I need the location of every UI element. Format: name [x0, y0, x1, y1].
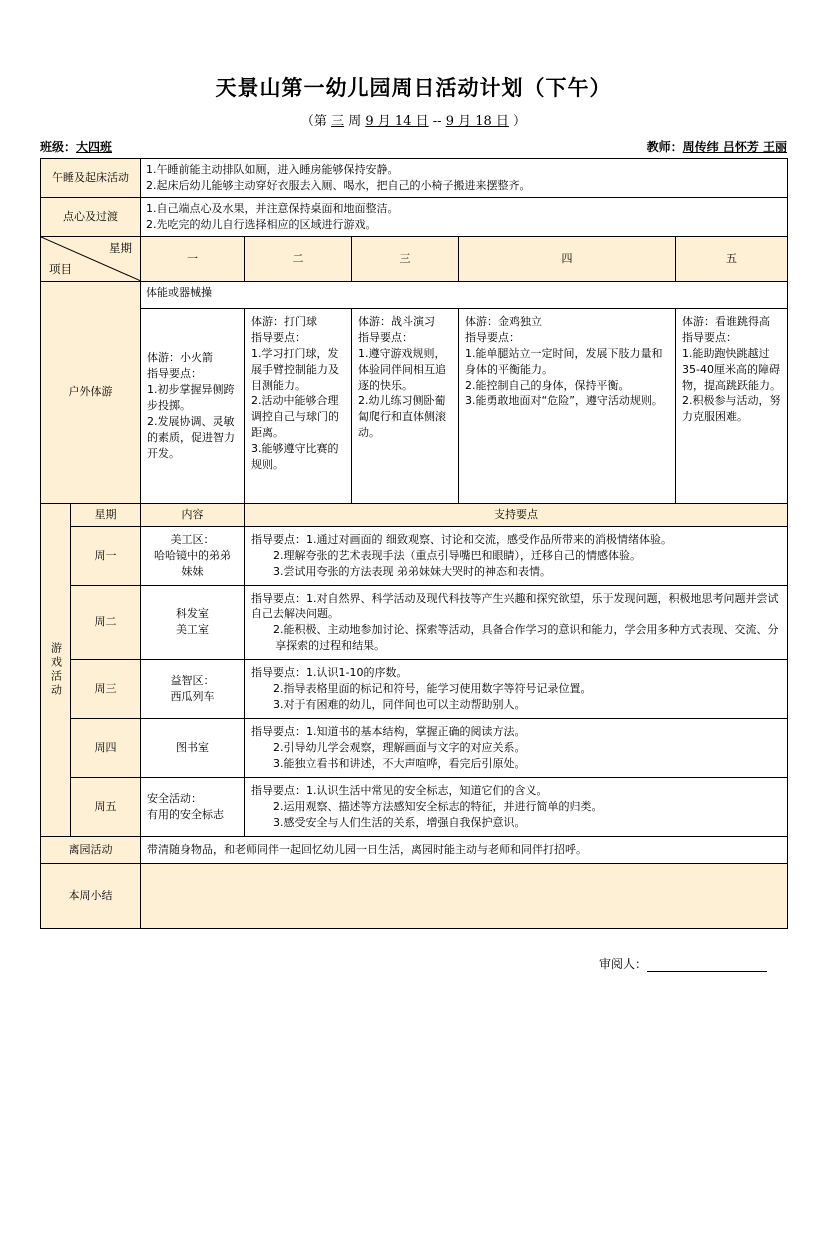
outdoor-point-3-2: 2.幼儿练习侧卧葡匐爬行和直体侧滚动。: [358, 394, 446, 440]
game-support-3: [245, 660, 788, 719]
outdoor-top-text: 体能或器械操: [141, 281, 788, 308]
plan-table: [40, 158, 788, 929]
game-support-4-point-3: 3.能独立看书和讲述，不大声喧哗，看完后引原处。: [273, 756, 526, 770]
week-prefix: （第: [300, 114, 327, 129]
class-field: [40, 138, 112, 155]
snack-item-1: 1.自己端点心及水果，并注意保持桌面和地面整洁。: [146, 201, 399, 215]
class-value: 大四班: [76, 140, 113, 154]
table-row-game-header: [41, 503, 788, 526]
table-row-game-tue: [41, 585, 788, 660]
week-range-line: [0, 110, 827, 129]
exit-label: 离园活动: [41, 836, 141, 863]
game-day-5: 周五: [71, 777, 141, 836]
diag-item-label: 项目: [49, 262, 72, 277]
meta-row: [40, 138, 787, 155]
game-support-3-point-1: 1.认识1-10的序数。: [306, 666, 408, 680]
outdoor-cell-3: [352, 308, 459, 503]
outdoor-cell-4: [459, 308, 676, 503]
outdoor-point-2-2: 2.活动中能够合理调控自己与球门的距离。: [251, 394, 339, 440]
game-support-2-point-2: 2.能积极、主动地参加讨论、探索等活动，具备合作学习的意识和能力，学会用多种方式表现、交流、分享探索的过程和结果。: [273, 623, 779, 653]
weekday-header-5: 五: [676, 236, 788, 281]
outdoor-title-4: 体游：金鸡独立: [465, 314, 542, 328]
game-content-4: [141, 719, 245, 778]
diagonal-header-cell: [41, 236, 141, 281]
table-row-outdoor-games: [41, 308, 788, 503]
weekday-header-1: 一: [141, 236, 245, 281]
game-day-1: 周一: [71, 526, 141, 585]
game-section-label-wrap: [46, 642, 65, 698]
game-support-4: [245, 719, 788, 778]
date-to: 9 月 18 日: [445, 114, 509, 129]
outdoor-label: 户外体游: [41, 281, 141, 503]
class-label: 班级：: [40, 140, 77, 154]
teacher-value: 周传纬 吕怀芳 王丽: [682, 140, 787, 154]
outdoor-point-4-2: 2.能控制自己的身体，保持平衡。: [465, 378, 630, 392]
review-label: 审阅人：: [598, 956, 647, 971]
table-row-game-thu: [41, 719, 788, 778]
game-support-4-point-2: 2.引导幼儿学会观察，理解画面与文字的对应关系。: [273, 741, 526, 754]
game-support-2-guide-text: 指导要点：: [251, 591, 306, 605]
game-day-4: 周四: [71, 719, 141, 778]
game-content-4-line-1: 图书室: [176, 741, 209, 754]
outdoor-title-2: 体游：打门球: [251, 314, 317, 328]
review-signature-line: [647, 957, 767, 972]
table-row-game-fri: [41, 777, 788, 836]
outdoor-point-5-2: 2.积极参与活动，努力克服困难。: [682, 394, 781, 424]
game-content-1-line-3: 妹妹: [181, 564, 204, 578]
table-row-outdoor-top: [41, 281, 788, 308]
game-content-2: [141, 585, 245, 660]
outdoor-guide-4: 指导要点：: [465, 330, 520, 344]
game-content-5: [141, 777, 245, 836]
game-support-5-guide-text: 指导要点：: [251, 783, 306, 797]
review-signature: [0, 955, 767, 972]
outdoor-title-5: 体游：看谁跳得高: [682, 314, 770, 328]
game-support-5-point-3: 3.感受安全与人们生活的关系，增强自我保护意识。: [273, 815, 526, 829]
game-content-5-line-1: 安全活动：: [147, 791, 202, 805]
game-support-1: [245, 526, 788, 585]
exit-content: 带清随身物品，和老师同伴一起回忆幼儿园一日生活，离园时能主动与老师和同伴打招呼。: [141, 836, 788, 863]
game-support-2-guide: [251, 591, 781, 623]
outdoor-point-4-3: 3.能勇敢地面对“危险”，遵守活动规则。: [465, 394, 663, 408]
document-page: [0, 72, 827, 1242]
game-support-3-point-2: 2.指导表格里面的标记和符号，能学习使用数字等符号记录位置。: [273, 682, 592, 696]
weekday-header-4: 四: [459, 236, 676, 281]
game-support-4-point-1: 1.知道书的基本结构，掌握正确的阅读方法。: [306, 725, 526, 739]
teacher-field: [647, 138, 787, 155]
nap-item-2: 2.起床后幼儿能够主动穿好衣服去入厕、喝水，把自己的小椅子搬进来摆整齐。: [146, 178, 531, 192]
outdoor-point-1-2: 2.发展协调、灵敏的素质，促进智力开发。: [147, 414, 235, 460]
game-support-3-guide: [251, 665, 781, 681]
outdoor-point-5-1: 1.能助跑快跳越过35-40厘米高的障碍物，提高跳跃能力。: [682, 346, 781, 392]
game-support-1-point-1: 1.通过对画面的 细致观察、讨论和交流，感受作品所带来的消极情绪体验。: [306, 532, 672, 546]
game-support-1-guide-text: 指导要点：: [251, 532, 306, 546]
game-support-2: [245, 585, 788, 660]
table-row-weekday-header: [41, 236, 788, 281]
week-suffix: ）: [513, 114, 527, 129]
teacher-label: 教师：: [646, 140, 683, 154]
game-support-2-point-1: 1.对自然界、科学活动及现代科技等产生兴趣和探究欲望，乐于发现问题，积极地思考问题并尝试自己去解决问题。: [251, 591, 779, 621]
diag-week-label: 星期: [109, 240, 132, 255]
weekday-header-2: 二: [245, 236, 352, 281]
game-support-1-point-2: 2.理解夸张的艺术表现手法（重点引导嘴巴和眼睛），迁移自己的情感体验。: [273, 548, 641, 562]
table-row-snack: [41, 197, 788, 236]
snack-content: [141, 197, 788, 236]
game-support-5-point-1: 1.认识生活中常见的安全标志，知道它们的含义。: [306, 783, 548, 797]
date-dash: --: [432, 114, 442, 129]
outdoor-point-3-1: 1.遵守游戏规则，体验同伴间相互追逐的快乐。: [358, 346, 446, 392]
game-support-3-guide-text: 指导要点：: [251, 666, 306, 680]
weekday-header-3: 三: [352, 236, 459, 281]
snack-item-2: 2.先吃完的幼儿自行选择相应的区域进行游戏。: [146, 217, 377, 231]
game-content-1: [141, 526, 245, 585]
outdoor-guide-3: 指导要点：: [358, 330, 413, 344]
table-row-nap: [41, 159, 788, 198]
summary-label: 本周小结: [41, 863, 141, 928]
week-word: 周: [348, 114, 362, 129]
page-title: 天景山第一幼儿园周日活动计划（下午）: [215, 75, 612, 100]
game-content-5-line-2: 有用的安全标志: [147, 807, 224, 821]
game-support-5-point-2: 2.运用观察、描述等方法感知安全标志的特征，并进行简单的归类。: [273, 799, 603, 813]
outdoor-guide-2: 指导要点：: [251, 330, 306, 344]
outdoor-cell-2: [245, 308, 352, 503]
outdoor-guide-5: 指导要点：: [682, 330, 737, 344]
game-support-3-point-3: 3.对于有困难的幼儿，同伴间也可以主动帮助别人。: [273, 698, 526, 712]
outdoor-guide-1: 指导要点：: [147, 366, 202, 380]
table-row-exit: [41, 836, 788, 863]
outdoor-point-1-1: 1.初步掌握异侧跨步投掷。: [147, 382, 235, 412]
outdoor-cell-5: [676, 308, 788, 503]
outdoor-point-2-1: 1.学习打门球，发展手臂控制能力及目测能力。: [251, 346, 339, 392]
game-content-2-line-1: 科发室: [176, 607, 209, 621]
game-support-5: [245, 777, 788, 836]
outdoor-cell-1: [141, 308, 245, 503]
table-row-game-wed: [41, 660, 788, 719]
outdoor-title-1: 体游：小火箭: [147, 350, 213, 364]
game-content-1-line-1: 美工区：: [170, 532, 215, 546]
game-day-2: 周二: [71, 585, 141, 660]
game-content-2-line-2: 美工室: [176, 623, 209, 637]
outdoor-point-4-1: 1.能单腿站立一定时间，发展下肢力量和身体的平衡能力。: [465, 346, 663, 376]
table-row-game-mon: [41, 526, 788, 585]
outdoor-title-3: 体游：战斗演习: [358, 314, 435, 328]
summary-content: [141, 863, 788, 928]
game-support-1-point-3: 3.尝试用夸张的方法表现 弟弟妹妹大哭时的神态和表情。: [273, 564, 551, 578]
nap-content: [141, 159, 788, 198]
game-section-label: [41, 503, 71, 836]
game-col-week: 星期: [71, 503, 141, 526]
table-row-summary: [41, 863, 788, 928]
game-content-3-line-2: 西瓜列车: [170, 690, 215, 704]
game-content-3: [141, 660, 245, 719]
game-support-4-guide-text: 指导要点：: [251, 725, 306, 739]
week-number: 三: [331, 114, 345, 129]
date-from: 9 月 14 日: [365, 114, 429, 129]
snack-label: 点心及过渡: [41, 197, 141, 236]
nap-label: 午睡及起床活动: [41, 159, 141, 198]
outdoor-point-2-3: 3.能够遵守比赛的规则。: [251, 442, 339, 472]
game-content-3-line-1: 益智区：: [170, 674, 215, 688]
game-support-5-guide: [251, 783, 781, 799]
game-col-content: 内容: [141, 503, 245, 526]
game-day-3: 周三: [71, 660, 141, 719]
game-section-label-text: 游戏活动: [49, 641, 63, 698]
game-content-1-line-2: 哈哈镜中的弟弟: [154, 548, 231, 562]
game-col-support: 支持要点: [245, 503, 788, 526]
nap-item-1: 1.午睡前能主动排队如厕，进入睡房能够保持安静。: [146, 163, 399, 176]
game-support-4-guide: [251, 724, 781, 740]
game-support-1-guide: [251, 532, 781, 548]
